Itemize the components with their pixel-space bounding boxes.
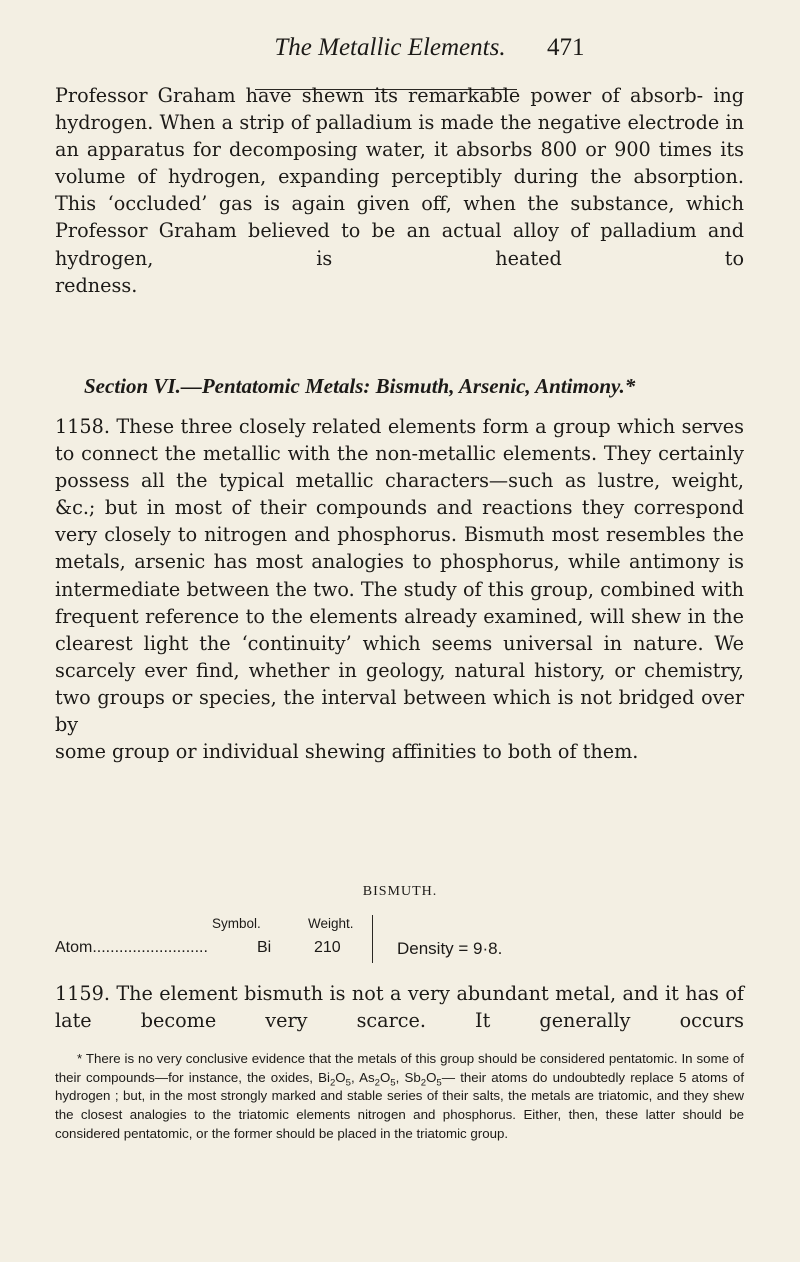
- footnote-line: considered pentatomic, or the former should be placed in the triatomic group.: [55, 1125, 509, 1141]
- text-line: be an actual alloy of palladium and hydrogen, is heated to: [55, 219, 744, 270]
- text-line: whether in geology, natural history, or chemistry, two groups: [55, 658, 744, 709]
- formula-as2o5: [359, 1069, 396, 1089]
- text-line: elements. They certainly possess all the typical metallic: [55, 442, 744, 493]
- text-line: some group or individual shewing affinities to both of them.: [55, 740, 639, 764]
- paragraph-1158: [55, 413, 744, 765]
- footnote-line: pentatomic. In some of their compounds—for instance, the oxides,: [55, 1051, 744, 1085]
- bismuth-symbol: Bi: [257, 939, 272, 956]
- formula-subscript: 5: [436, 1077, 442, 1089]
- weight-column-header: Weight.: [308, 916, 354, 931]
- formula-subscript: 2: [374, 1077, 380, 1089]
- footnote: * There is no very conclusive evidence that the metals of this group should be considered pentatomic. In some of their compounds—for instance, the oxides, $Bi_2O_5$, $As_2O_5$, $Sb_2O_5—$ their atoms do undoubtedly replace 5 atoms of hydrogen ; but, in the most strongly marked and stable series of their salts, the metals are triatomic, and they shew the closest analogies to the triatomic elements nitrogen and phosphorus. Either, then, these latter should be considered pentatomic, or the former should be placed in the triatomic group.: [55, 1050, 744, 1144]
- formula-subscript: 5: [390, 1077, 396, 1089]
- formula-subscript: 2: [420, 1077, 427, 1089]
- table-divider: [372, 915, 373, 963]
- text-line: which seems universal in nature. We scarcely ever find,: [55, 631, 744, 682]
- text-line: redness.: [55, 273, 138, 297]
- text-line: nitrogen and phosphorus. Bismuth most resembles the: [204, 523, 745, 547]
- text-line: metals, arsenic has most analogies to phosphorus, while: [55, 550, 621, 574]
- text-line: 800 or 900 times its volume of hydrogen, expanding perceptibly: [55, 138, 744, 189]
- text-line: which serves to connect the metallic with the non-metallic: [55, 415, 744, 466]
- text-line: or species, the interval between which is not bridged over by: [55, 685, 744, 737]
- footnote-marker: *: [77, 1051, 83, 1066]
- text-line: Professor Graham have shewn its remarkable power of absorb-: [55, 84, 704, 107]
- formula-subscript: 5: [345, 1077, 351, 1089]
- formula-sb2o5: [404, 1069, 442, 1089]
- formula-bi2o5: [318, 1069, 351, 1089]
- formula-part: O: [335, 1069, 346, 1085]
- running-title: The Metallic Elements.: [274, 34, 506, 61]
- text-line: and it has of late become very scarce. It generally occurs: [55, 982, 744, 1033]
- text-line: characters—such as lustre, weight, &c.; but in most of their: [55, 469, 744, 520]
- footnote-line: their atoms do undoubtedly replace 5 atoms of hydrogen ; but, in the most strongly marked: [55, 1069, 745, 1104]
- text-line: ing hydrogen. When a strip of palladium is made the negative: [55, 84, 744, 135]
- footnote-line: and stable series of their salts, the metals are triatomic, and they shew the closest analogies: [55, 1088, 744, 1123]
- formula-part: Bi: [318, 1069, 330, 1085]
- section-heading: Section VI.—Pentatomic Metals: Bismuth, Arsenic, Antimony.*: [84, 374, 636, 398]
- formula-subscript: 2: [329, 1077, 336, 1089]
- page-header: [0, 34, 800, 74]
- text-line: off, when the substance, which Professor Graham believed to: [55, 192, 744, 243]
- text-line: antimony is intermediate between the two. The study of this: [55, 550, 744, 601]
- bismuth-density: Density = 9·8.: [397, 939, 503, 958]
- formula-part: O: [426, 1069, 437, 1085]
- paragraph-graham-palladium: [55, 82, 744, 299]
- text-line: electrode in an apparatus for decomposing water, it absorbs: [55, 111, 744, 162]
- text-line: during the absorption. This ‘occluded’ gas is again given: [55, 165, 744, 216]
- bismuth-weight: 210: [314, 939, 341, 956]
- bismuth-title: BISMUTH.: [362, 884, 438, 899]
- formula-part: Sb: [404, 1069, 421, 1085]
- text-line: compounds and reactions they correspond very closely to: [55, 496, 745, 547]
- text-line: 1158. These three closely related elements form a group: [55, 415, 611, 438]
- footnote-line: There is no very conclusive evidence that the metals of this group should be considered: [85, 1051, 605, 1066]
- text-line: already examined, will shew in the clearest light the ‘continuity’: [55, 604, 745, 655]
- formula-part: O: [379, 1069, 391, 1085]
- page-number: 471: [547, 34, 585, 61]
- symbol-column-header: Symbol.: [212, 916, 261, 931]
- formula-part: As: [359, 1069, 375, 1085]
- text-line: group, combined with frequent reference to the elements: [55, 577, 744, 628]
- text-line: 1159. The element bismuth is not a very abundant metal,: [55, 982, 617, 1005]
- footnote-line: to the triatomic elements nitrogen and phosphorus. Either, then, these latter should be: [194, 1107, 744, 1123]
- atom-row-label: Atom..........................: [55, 939, 208, 956]
- paragraph-1159: [55, 980, 744, 1034]
